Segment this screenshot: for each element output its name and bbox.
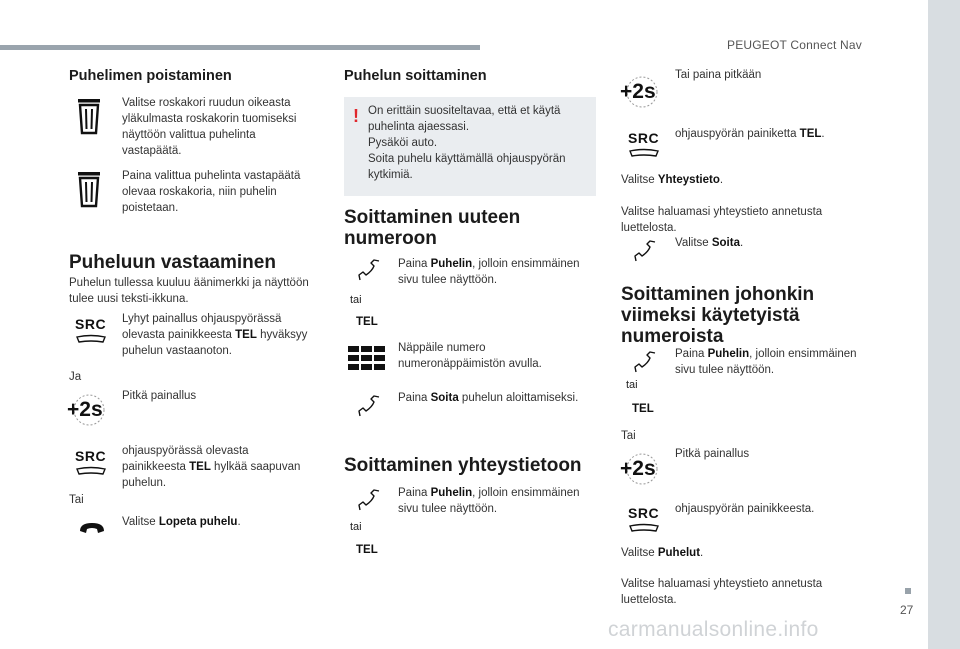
warning-text: On erittäin suositeltavaa, että et käytä puhelinta ajaessasi. Pysäköi auto. Soita puhelu käyttämällä ohjauspyörän kytkimiä. xyxy=(368,105,566,181)
phone-icon xyxy=(358,490,380,512)
phone-icon xyxy=(634,352,656,374)
side-bar xyxy=(928,0,960,649)
phone-icon xyxy=(358,396,380,418)
page-header: PEUGEOT Connect Nav xyxy=(727,38,862,52)
heading-make-call: Puhelun soittaminen xyxy=(344,68,487,84)
choose-list-text: Valitse haluamasi yhteystieto annetusta luettelosta. xyxy=(621,578,823,606)
short-press-text: Lyhyt painallus ohjauspyörässä olevasta painikkeesta TEL hyväksyy puhelun vastaanoton. xyxy=(122,313,308,357)
tel-label: TEL xyxy=(356,544,378,556)
keypad-icon xyxy=(348,346,385,370)
header-rule xyxy=(0,45,480,50)
long-press-text: Pitkä painallus xyxy=(122,390,197,402)
heading-new-number: Soittaminen uuteen numeroon xyxy=(344,207,521,249)
call-text: Valitse Soita. xyxy=(675,237,744,249)
reject-text: ohjauspyörässä olevasta painikkeesta TEL hylkää saapuvan puhelun. xyxy=(122,445,301,489)
long-press-text: Tai paina pitkään xyxy=(675,69,762,81)
choose-list-text: Valitse haluamasi yhteystieto annetusta luettelosta. xyxy=(621,206,823,234)
long-press-icon: +2s xyxy=(67,393,107,429)
src-text: ohjauspyörän painikkeesta. xyxy=(675,503,815,515)
hangup-text: Valitse Lopeta puhelu. xyxy=(122,516,241,528)
long-press-icon: +2s xyxy=(620,452,660,488)
tai-label: Tai xyxy=(621,430,636,442)
tai-small-label: tai xyxy=(350,294,362,306)
heading-recent-numbers: Soittaminen johonkin viimeksi käytetyistä numeroista xyxy=(621,284,815,347)
long-press-icon: +2s xyxy=(620,75,660,111)
delete-text-1: Valitse roskakori ruudun oikeasta yläkulmasta roskakorin tuomiseksi näyttöön valittua puhelinta vastapäätä. xyxy=(122,97,297,157)
src-button-icon: SRC xyxy=(628,130,660,158)
phone-icon xyxy=(358,260,380,282)
src-button-icon: SRC xyxy=(628,505,660,533)
phone-icon xyxy=(634,241,656,263)
heading-delete-phone: Puhelimen poistaminen xyxy=(69,68,232,84)
tai-small-label: tai xyxy=(350,521,362,533)
contact-step1: Paina Puhelin, jolloin ensimmäinen sivu tulee näyttöön. xyxy=(398,487,580,515)
heading-answer-call: Puheluun vastaaminen xyxy=(69,252,276,273)
watermark: carmanualsonline.info xyxy=(608,618,819,641)
delete-text-2: Paina valittua puhelinta vastapäätä olevaa roskakoria, niin puhelin poistetaan. xyxy=(122,170,301,214)
long-press-text: Pitkä painallus xyxy=(675,448,750,460)
trash-icon xyxy=(78,99,100,133)
ja-label: Ja xyxy=(69,371,82,383)
src-text: ohjauspyörän painiketta TEL. xyxy=(675,128,825,140)
warning-icon: ! xyxy=(353,106,359,126)
src-button-icon: SRC xyxy=(75,448,107,476)
new-number-step3: Paina Soita puhelun aloittamiseksi. xyxy=(398,392,579,404)
page-marker xyxy=(905,588,911,594)
hang-up-icon xyxy=(79,522,105,534)
tai-label: Tai xyxy=(69,494,84,506)
new-number-step2: Näppäile numero numeronäppäimistön avulla. xyxy=(398,342,542,370)
trash-icon xyxy=(78,172,100,206)
select-recent-text: Valitse Puhelut. xyxy=(621,547,704,559)
page-number: 27 xyxy=(900,603,914,617)
heading-call-contact: Soittaminen yhteystietoon xyxy=(344,455,582,476)
tai-small-label: tai xyxy=(626,379,638,391)
recent-step1: Paina Puhelin, jolloin ensimmäinen sivu tulee näyttöön. xyxy=(675,348,857,376)
src-button-icon: SRC xyxy=(75,316,107,344)
new-number-step1: Paina Puhelin, jolloin ensimmäinen sivu tulee näyttöön. xyxy=(398,258,580,286)
select-contact-text: Valitse Yhteystieto. xyxy=(621,174,724,186)
tel-label: TEL xyxy=(356,316,378,328)
answer-intro: Puhelun tullessa kuuluu äänimerkki ja näyttöön tulee uusi teksti-ikkuna. xyxy=(69,277,309,305)
tel-label: TEL xyxy=(632,403,654,415)
